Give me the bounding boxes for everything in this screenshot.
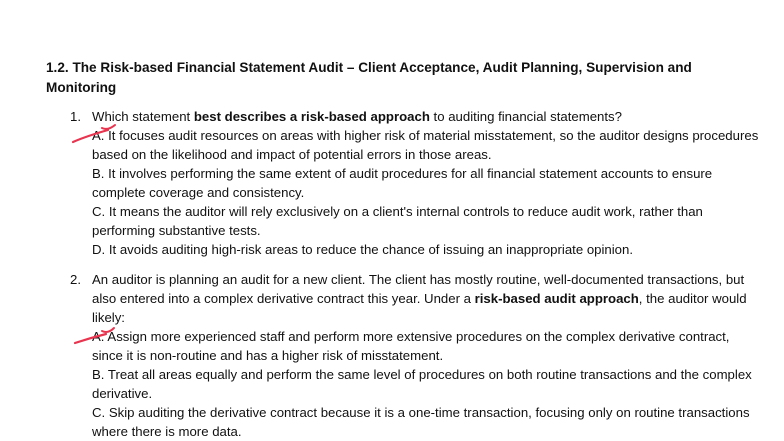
- option-d: D. It avoids auditing high-risk areas to reduce the chance of issuing an inappropriate opinion.: [92, 242, 634, 257]
- stem-emphasis: risk-based audit approach: [474, 291, 639, 306]
- question-number: 2.: [70, 272, 81, 287]
- question-number: 1.: [70, 109, 81, 124]
- section-heading: 1.2. The Risk-based Financial Statement Audit – Client Acceptance, Audit Planning, Supervision and Monitoring: [46, 60, 692, 95]
- question-body: [92, 270, 760, 441]
- option-a: A. Assign more experienced staff and perform more extensive procedures on the complex derivative contract, since it is non-routine and has a higher risk of misstatement.: [92, 329, 730, 363]
- question-body: [92, 107, 760, 259]
- option-b: B. Treat all areas equally and perform the same level of procedures on both routine transactions and the complex derivative.: [92, 367, 752, 401]
- stem-emphasis: best describes a risk-based approach: [193, 109, 430, 124]
- stem-text: An auditor is planning an audit for a new client. The client has mostly routine, well-documented transactions, but also entered into a complex derivative contract this year. Under a: [92, 272, 745, 306]
- option-a: A. It focuses audit resources on areas with higher risk of material misstatement, so the auditor designs procedures based on the likelihood and impact of potential errors in those areas.: [92, 128, 759, 162]
- stem-text: , the auditor would likely:: [92, 291, 747, 325]
- stem-text: to auditing financial statements?: [429, 109, 622, 124]
- question-stem: [92, 270, 760, 327]
- option-c: C. Skip auditing the derivative contract because it is a one-time transaction, focusing only on routine transactions where there is more data.: [92, 405, 750, 439]
- option-c: C. It means the auditor will rely exclusively on a client's internal controls to reduce audit work, rather than performing substantive tests.: [92, 204, 703, 238]
- question-1: [70, 107, 760, 259]
- stem-text: Which statement: [92, 109, 194, 124]
- question-2: [70, 270, 760, 441]
- option-b: B. It involves performing the same extent of audit procedures for all financial statement accounts to ensure complete coverage and consistency.: [92, 166, 713, 200]
- question-stem: [92, 107, 760, 126]
